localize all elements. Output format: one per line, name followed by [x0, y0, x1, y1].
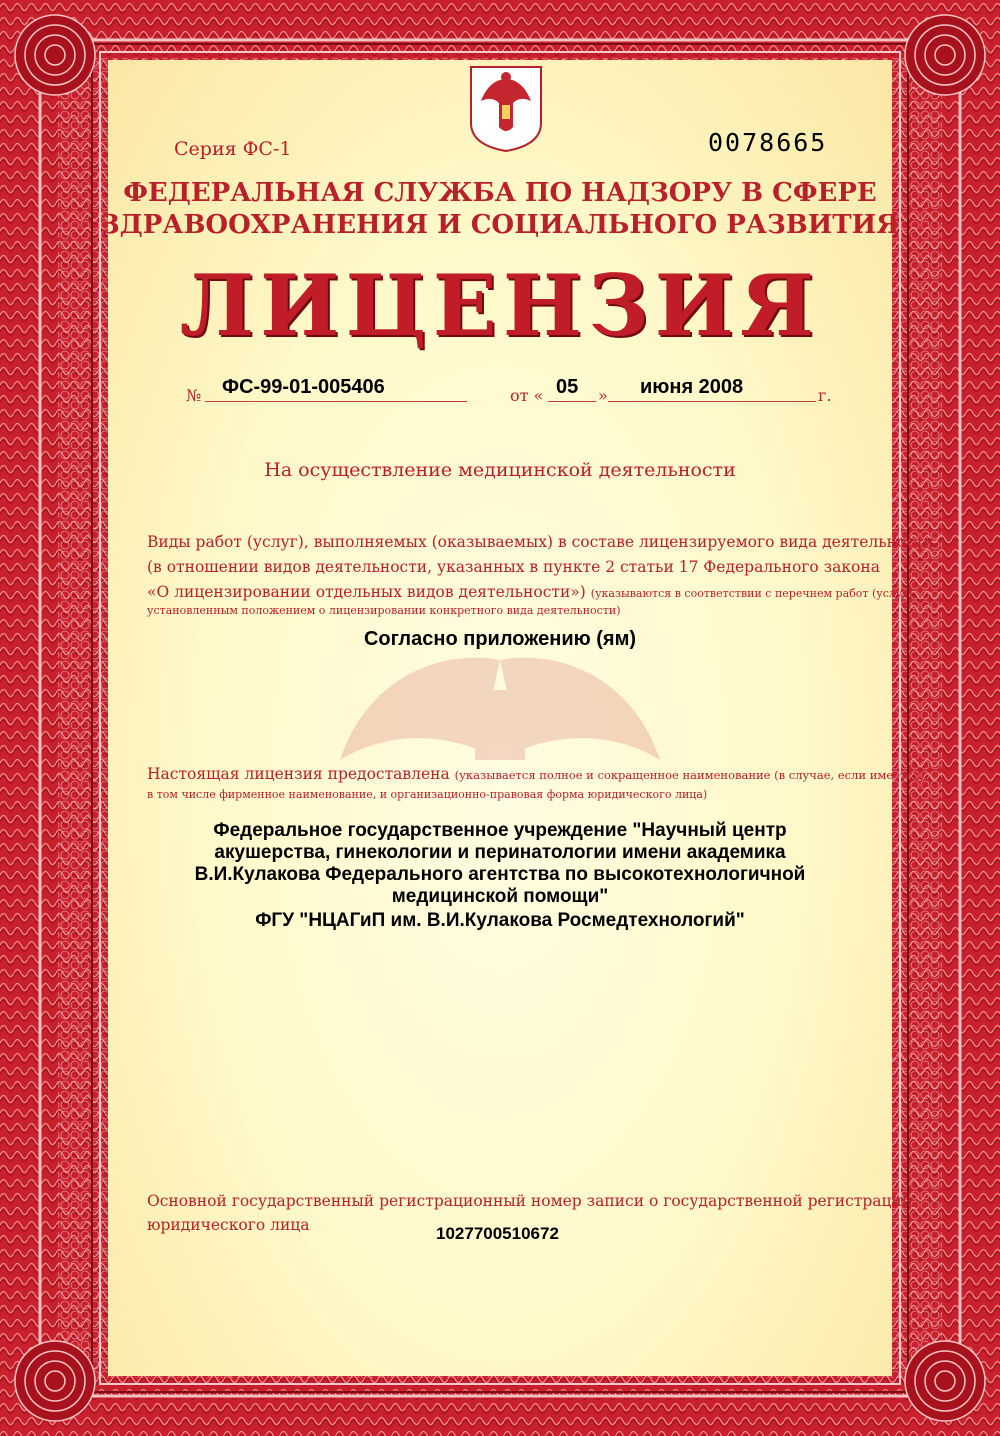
page-title: ЛИЦЕНЗИЯ — [179, 256, 821, 355]
organization-name-line-2: акушерства, гинекологии и перинатологии имени академика — [214, 842, 786, 863]
coat-of-arms-icon — [469, 65, 543, 153]
granted-line-1-note: (указывается полное и сокращенное наименование (в случае, если имеется), — [454, 768, 929, 782]
license-month-underline — [608, 401, 816, 402]
activity-type: На осуществление медицинской деятельности — [264, 459, 736, 481]
works-line-3-main: «О лицензировании отдельных видов деятельности») — [147, 583, 586, 601]
organization-name-line-1: Федеральное государственное учреждение "Научный центр — [213, 820, 787, 841]
license-number-label: № — [186, 386, 202, 405]
organization-name-line-3: В.И.Кулакова Федерального агентства по высокотехнологичной — [194, 864, 806, 885]
granted-line-1-main: Настоящая лицензия предоставлена — [147, 765, 450, 783]
organization-short-name: ФГУ "НЦАГиП им. В.И.Кулакова Росмедтехнологий" — [255, 910, 745, 931]
works-line-4-note: установленным положением о лицензировании конкретного вида деятельности) — [147, 604, 621, 617]
form-number: 0078665 — [708, 128, 828, 157]
license-month-year-value: июня 2008 — [640, 376, 744, 398]
works-line-3 — [147, 583, 916, 601]
ogrn-line-1: Основной государственный регистрационный номер записи о государственной регистрации — [147, 1192, 913, 1210]
license-day-underline — [548, 401, 596, 402]
works-line-3-note: (указываются в соответствии с перечнем работ (услуг), — [590, 587, 916, 600]
agency-line-1: ФЕДЕРАЛЬНАЯ СЛУЖБА ПО НАДЗОРУ В СФЕРЕ — [123, 178, 877, 208]
license-number-underline — [205, 401, 467, 402]
license-date-separator: » — [598, 386, 608, 405]
granted-line-2-note: в том числе фирменное наименование, и организационно-правовая форма юридического лица) — [147, 788, 708, 801]
license-year-suffix: г. — [818, 386, 832, 405]
agency-line-2: ЗДРАВООХРАНЕНИЯ И СОЦИАЛЬНОГО РАЗВИТИЯ — [100, 210, 900, 240]
works-line-2: (в отношении видов деятельности, указанных в пункте 2 статьи 17 Федерального закона — [147, 558, 880, 576]
series-label: Серия ФС-1 — [174, 138, 292, 160]
works-value: Согласно приложению (ям) — [363, 628, 637, 650]
license-number-value: ФС-99-01-005406 — [222, 376, 385, 398]
license-day-value: 05 — [556, 376, 579, 398]
ogrn-line-2: юридического лица — [147, 1216, 310, 1234]
ogrn-value: 1027700510672 — [436, 1224, 559, 1243]
organization-name-line-4: медицинской помощи" — [391, 886, 609, 907]
license-date-from-label: от « — [510, 386, 544, 405]
works-line-1: Виды работ (услуг), выполняемых (оказываемых) в составе лицензируемого вида деятельности — [147, 533, 934, 551]
granted-line-1 — [147, 765, 928, 783]
